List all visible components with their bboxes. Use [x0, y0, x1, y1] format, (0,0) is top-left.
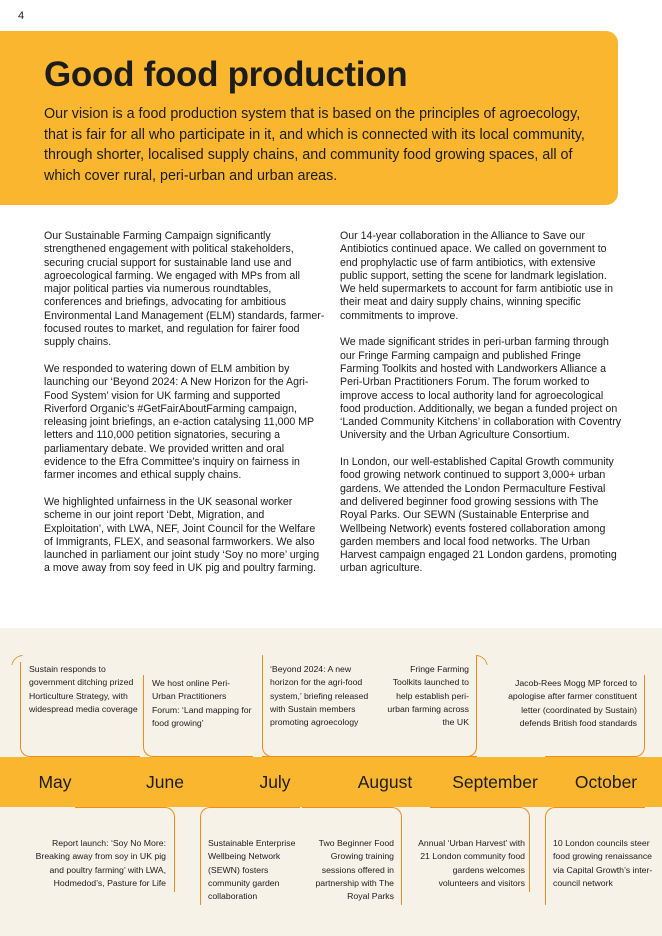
- timeline-event: Sustainable Enterprise Wellbeing Network (SEWN) fosters community garden collaboration: [208, 838, 296, 902]
- month-june: June: [146, 772, 184, 792]
- body-paragraph: In London, our well-established Capital Growth community food growing network continued to support 3,000+ urban gardens. We attended the London Permaculture Festival and delivered beginner food growing sessions with The Royal Parks. Our SEWN (Sustainable Enterprise and Wellbeing Network) events fostered collaboration among garden members and local food networks. The Urban Harvest campaign engaged 21 London gardens, promoting urban agriculture.: [340, 456, 617, 575]
- body-paragraph: We made significant strides in peri-urban farming through our Fringe Farming campaign and published Fringe Farming Toolkits and hosted with Landworkers Alliance a Peri-Urban Practitioners Forum. The forum worked to improve access to local authority land for agroecological food production. Additionally, we began a funded project on ‘Landed Community Kitchens’ in collaboration with Coventry University and the Urban Agriculture Consortium.: [340, 336, 622, 442]
- body-paragraph: Our Sustainable Farming Campaign significantly strengthened engagement with political stakeholders, securing crucial support for sustainable land use and agroecological farming. We engaged with MPs from all major political parties via numerous roundtables, conferences and briefings, advocating for ambitious Environmental Land Management (ELM) standards, farmer-focused routes to market, and regulation for fairer food supply chains.: [44, 230, 325, 349]
- timeline-event: Annual ‘Urban Harvest’ with 21 London community food gardens welcomes volunteers and visitors: [418, 838, 525, 888]
- timeline-event: Report launch: ‘Soy No More: Breaking away from soy in UK pig and poultry farming’ with LWA, Hodmedod’s, Pasture for Life: [35, 838, 166, 888]
- month-july: July: [259, 772, 291, 792]
- month-august: August: [357, 772, 413, 792]
- month-october: October: [574, 772, 638, 792]
- page-title: Good food production: [44, 55, 408, 94]
- body-paragraph: We highlighted unfairness in the UK seasonal worker scheme in our joint report ‘Debt, Migration, and Exploitation’, with LWA, NEF, Joint Council for the Welfare of Immigrants, FLEX, and seasonal farmworkers. We also launched in parliament our joint study ‘Soy no more’ urging a move away from soy feed in UK pig and poultry farming.: [44, 495, 320, 575]
- timeline-event: Jacob-Rees Mogg MP forced to apologise after farmer constituent letter (coordinated by Sustain) defends British food standards: [508, 678, 637, 728]
- timeline-event: Sustain responds to government ditching prized Horticulture Strategy, with widespread media coverage: [29, 664, 138, 714]
- timeline-event: Two Beginner Food Growing training sessions offered in partnership with The Royal Parks: [315, 838, 394, 902]
- hero-banner: [0, 31, 618, 205]
- body-column-right: [340, 230, 622, 589]
- timeline-event: Fringe Farming Toolkits launched to help establish peri-urban farming across the UK: [387, 664, 469, 728]
- body-column-left: [44, 230, 326, 589]
- page-number: 4: [18, 10, 25, 22]
- timeline-event: 10 London councils steer food growing renaissance via Capital Growth’s inter-council network: [553, 838, 653, 888]
- timeline-event: ‘Beyond 2024: A new horizon for the agri-food system,’ briefing released with Sustain members promoting agroecology: [270, 664, 369, 728]
- month-may: May: [38, 772, 72, 792]
- body-paragraph: We responded to watering down of ELM ambition by launching our ‘Beyond 2024: A New Horizon for the Agri-Food System’ vision for UK farming and supported Riverford Organic’s #GetFairAboutFarming campaign, releasing joint briefings, an e-action catalysing 11,000 MP letters and 110,000 petition signatories, securing a parliamentary debate. We provided written and oral evidence to the Efra Committee’s inquiry on fairness in farmer incomes and ethical supply chains.: [44, 362, 314, 482]
- body-paragraph: Our 14-year collaboration in the Alliance to Save our Antibiotics continued apace. We called on government to end prophylactic use of farm antibiotics, with extensive public support, setting the scene for landmark legislation. We held supermarkets to account for farm antibiotic use in their meat and dairy supply chains, winning specific commitments to improve.: [340, 230, 614, 322]
- month-september: September: [452, 772, 538, 792]
- timeline-event: We host online Peri-Urban Practitioners Forum: ‘Land mapping for food growing’: [152, 678, 252, 728]
- intro-paragraph: Our vision is a food production system that is based on the principles of agroecology, that is fair for all who participate in it, and which is connected with its local community, through shorter, localised supply chains, and community food growing spaces, all of which cover rural, peri-urban and urban areas.: [44, 106, 585, 184]
